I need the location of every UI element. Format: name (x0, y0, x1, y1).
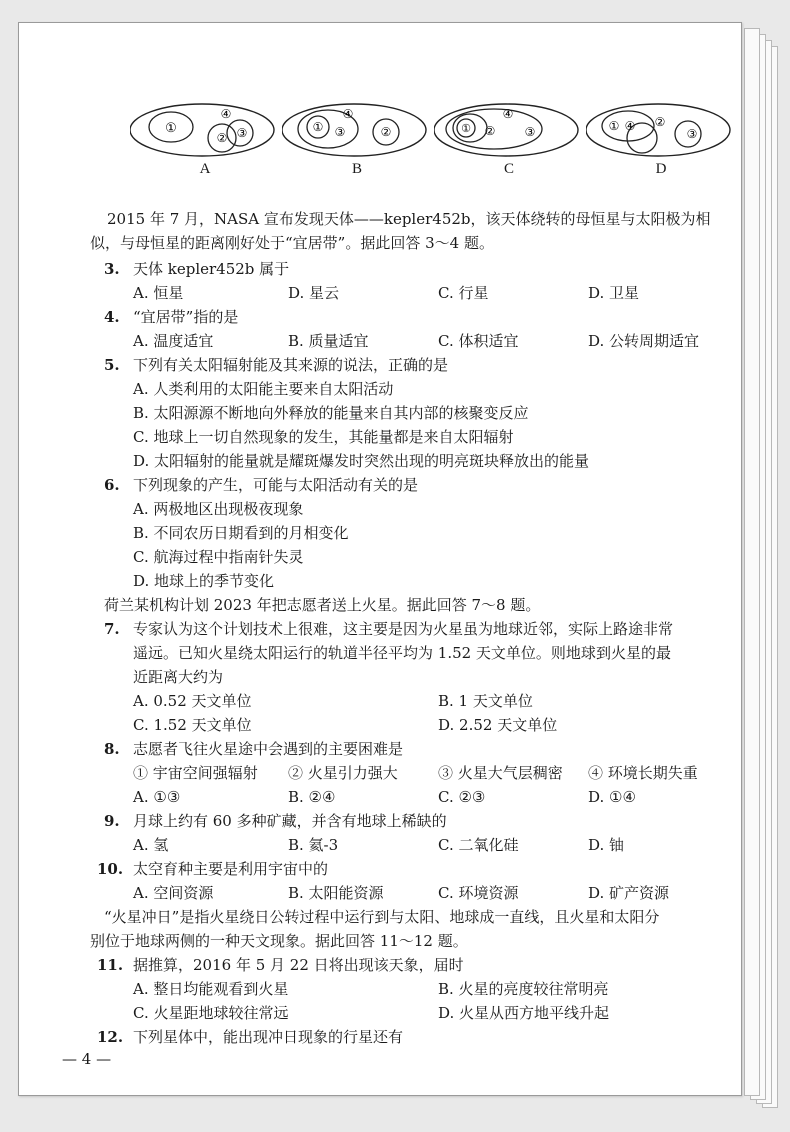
option: C. 二氧化硅 (438, 836, 519, 854)
passage-1-line-1: 2015 年 7 月，NASA 宣布发现天体——kepler452b，该天体绕转的母恒星与太阳极为相 (107, 210, 711, 228)
question-text: 据推算，2016 年 5 月 22 日将出现该天象，届时 (133, 956, 464, 974)
option: D. 星云 (288, 284, 340, 302)
option: C. 体积适宜 (438, 332, 519, 350)
circle-num: ③ (236, 126, 248, 140)
circle-num: ④ (342, 107, 354, 121)
option: C. 环境资源 (438, 884, 519, 902)
question-number: 5. (104, 356, 120, 374)
question-number: 11. (97, 956, 124, 974)
diagram-b (282, 102, 432, 212)
question-number: 10. (97, 860, 124, 878)
circle-num: ① (165, 121, 177, 136)
diagram-a (130, 102, 280, 212)
option: B. 质量适宜 (288, 332, 369, 350)
question-number: 6. (104, 476, 120, 494)
question-text: 天体 kepler452b 属于 (133, 260, 290, 278)
option: B. 不同农历日期看到的月相变化 (133, 524, 349, 542)
passage-1-line-2: 似，与母恒星的距离刚好处于“宜居带”。据此回答 3～4 题。 (90, 234, 494, 252)
option: B. ②④ (288, 788, 336, 806)
option: B. 火星的亮度较往常明亮 (438, 980, 609, 998)
option: C. 1.52 天文单位 (133, 716, 252, 734)
option: A. 两极地区出现极夜现象 (133, 500, 304, 518)
question-text: 志愿者飞往火星途中会遇到的主要困难是 (133, 740, 404, 758)
option: D. 卫星 (588, 284, 640, 302)
diagram-label: B (351, 161, 362, 177)
option: B. 太阳源源不断地向外释放的能量来自其内部的核聚变反应 (133, 404, 529, 422)
page-number: — 4 — (62, 1050, 112, 1068)
venn-diagrams (110, 102, 750, 212)
option: D. 地球上的季节变化 (133, 572, 275, 590)
question-number: 12. (97, 1028, 124, 1046)
option: C. 航海过程中指南针失灵 (133, 548, 304, 566)
statement-item: ② 火星引力强大 (288, 764, 398, 782)
option: C. ②③ (438, 788, 486, 806)
option: D. 火星从西方地平线升起 (438, 1004, 610, 1022)
option: A. 空间资源 (133, 884, 214, 902)
option: A. ①③ (133, 788, 181, 806)
circle-num: ④ (502, 107, 514, 121)
circle-num: ① (461, 122, 471, 135)
option: B. 太阳能资源 (288, 884, 384, 902)
option: C. 行星 (438, 284, 489, 302)
option: B. 氦-3 (288, 836, 339, 854)
question-number: 9. (104, 812, 120, 830)
passage-2-line-1: 荷兰某机构计划 2023 年把志愿者送上火星。据此回答 7～8 题。 (104, 596, 541, 614)
question-text: 月球上约有 60 多种矿藏，并含有地球上稀缺的 (133, 812, 447, 830)
question-number: 7. (104, 620, 120, 638)
circle-num: ② (216, 131, 228, 145)
option: A. 恒星 (133, 284, 184, 302)
option: A. 温度适宜 (133, 332, 214, 350)
question-number: 4. (104, 308, 120, 326)
question-text: 太空育种主要是利用宇宙中的 (133, 860, 329, 878)
question-text: 近距离大约为 (133, 668, 224, 686)
circle-num: ③ (686, 127, 698, 141)
option: A. 0.52 天文单位 (133, 692, 252, 710)
passage-3-line-1: “火星冲日”是指火星绕日公转过程中运行到与太阳、地球成一直线，且火星和太阳分 (104, 908, 660, 926)
circle-num: ② (380, 125, 392, 139)
option: D. 矿产资源 (588, 884, 670, 902)
circle-num: ② (484, 124, 496, 138)
statement-item: ① 宇宙空间强辐射 (133, 764, 258, 782)
option: A. 人类利用的太阳能主要来自太阳活动 (133, 380, 394, 398)
option: D. 公转周期适宜 (588, 332, 700, 350)
diagram-d (586, 102, 736, 212)
question-number: 3. (104, 260, 120, 278)
question-text: 专家认为这个计划技术上很难，这主要是因为火星虽为地球近邻，实际上路途非常 (133, 620, 674, 638)
circle-num: ④ (220, 107, 232, 121)
passage-3-line-2: 别位于地球两侧的一种天文现象。据此回答 11～12 题。 (90, 932, 468, 950)
question-number: 8. (104, 740, 120, 758)
question-text: 下列有关太阳辐射能及其来源的说法，正确的是 (133, 356, 449, 374)
option: C. 火星距地球较往常远 (133, 1004, 289, 1022)
question-text: 下列星体中，能出现冲日现象的行星还有 (133, 1028, 404, 1046)
option: B. 1 天文单位 (438, 692, 533, 710)
option: D. 2.52 天文单位 (438, 716, 558, 734)
diagram-c (434, 102, 584, 212)
option: A. 氢 (133, 836, 169, 854)
diagram-label: C (503, 161, 514, 177)
circle-num: ① (608, 119, 620, 133)
circle-num: ③ (334, 125, 346, 139)
diagram-label: D (655, 161, 667, 177)
option: D. 太阳辐射的能量就是耀斑爆发时突然出现的明亮斑块释放出的能量 (133, 452, 590, 470)
statement-item: ③ 火星大气层稠密 (438, 764, 563, 782)
diagram-label: A (199, 161, 211, 177)
question-text: 遥远。已知火星绕太阳运行的轨道半径平均为 1.52 天文单位。则地球到火星的最 (133, 644, 671, 662)
option: D. ①④ (588, 788, 636, 806)
statement-item: ④ 环境长期失重 (588, 764, 698, 782)
circle-num: ④ (624, 119, 636, 133)
circle-num: ③ (524, 125, 536, 139)
option: D. 铀 (588, 836, 625, 854)
option: A. 整日均能观看到火星 (133, 980, 289, 998)
circle-num: ① (312, 120, 324, 134)
option: C. 地球上一切自然现象的发生，其能量都是来自太阳辐射 (133, 428, 514, 446)
circle-num: ② (654, 115, 666, 129)
question-text: “宜居带”指的是 (133, 308, 239, 326)
question-text: 下列现象的产生，可能与太阳活动有关的是 (133, 476, 419, 494)
